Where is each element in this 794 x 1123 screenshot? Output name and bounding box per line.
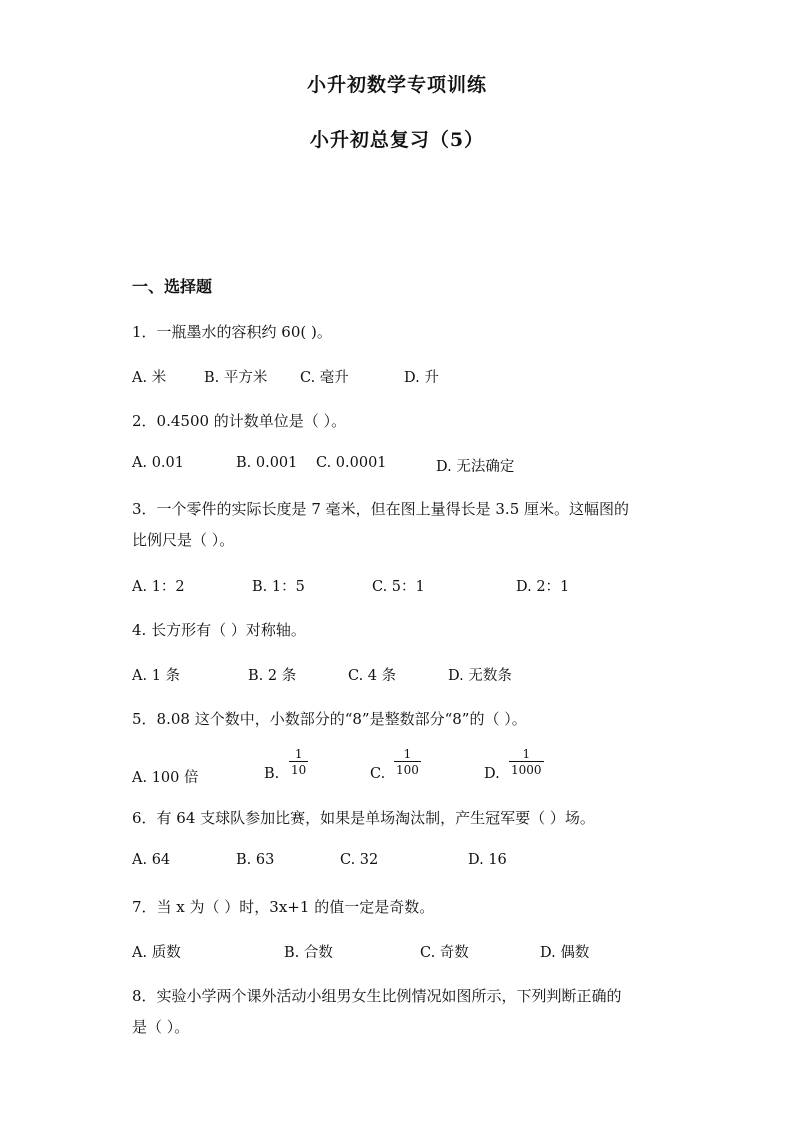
question-3-option-c: C. 5：1 xyxy=(372,579,425,595)
question-5-option-a: A. 100 倍 xyxy=(132,770,199,786)
question-6-option-c: C. 32 xyxy=(340,852,379,868)
document-subtitle: 小升初总复习（5） xyxy=(309,129,485,151)
question-7-option-a: A. 质数 xyxy=(132,945,181,961)
question-2-text: 2．0.4500 的计数单位是（ ）。 xyxy=(132,412,347,430)
question-3-text-line-2: 比例尺是（ ）。 xyxy=(132,531,235,549)
fraction-numerator: 1 xyxy=(522,747,531,761)
question-7-option-b: B. 合数 xyxy=(284,945,333,961)
question-2-option-c: C. 0.0001 xyxy=(316,455,387,471)
question-5-option-d-fraction xyxy=(509,747,544,777)
question-6-option-d: D. 16 xyxy=(468,852,507,868)
question-7-option-d: D. 偶数 xyxy=(540,945,590,961)
fraction-denominator: 10 xyxy=(291,763,307,777)
question-5-option-b-fraction xyxy=(289,747,308,777)
question-3-text-line-1: 3．一个零件的实际长度是 7 毫米，但在图上量得长是 3.5 厘米。这幅图的 xyxy=(132,500,630,518)
question-4-option-c: C. 4 条 xyxy=(348,668,397,684)
question-6-option-a: A. 64 xyxy=(132,852,171,868)
section-heading: 一、选择题 xyxy=(132,277,213,296)
question-3-option-a: A. 1：2 xyxy=(132,579,185,595)
fraction-denominator: 1000 xyxy=(511,763,542,777)
question-1-text: 1．一瓶墨水的容积约 60( )。 xyxy=(132,323,332,341)
question-1-option-c: C. 毫升 xyxy=(300,370,349,386)
question-1-option-d: D. 升 xyxy=(404,370,439,386)
question-1-option-b: B. 平方米 xyxy=(204,370,268,386)
question-6-text: 6．有 64 支球队参加比赛，如果是单场淘汰制，产生冠军要（ ）场。 xyxy=(132,809,595,827)
question-7-option-c: C. 奇数 xyxy=(420,945,469,961)
question-4-option-a: A. 1 条 xyxy=(132,668,181,684)
question-6-option-b: B. 63 xyxy=(236,852,275,868)
question-2-option-b: B. 0.001 xyxy=(236,455,298,471)
question-2-option-d: D. 无法确定 xyxy=(436,459,515,475)
question-5-option-b: B. xyxy=(264,766,280,782)
question-5-option-d: D. xyxy=(484,766,500,782)
question-7-text: 7．当 x 为（ ）时，3x+1 的值一定是奇数。 xyxy=(132,898,435,916)
question-4-text: 4. 长方形有（ ）对称轴。 xyxy=(132,621,306,639)
question-5-option-c: C. xyxy=(370,766,386,782)
question-3-option-d: D. 2：1 xyxy=(516,579,570,595)
fraction-numerator: 1 xyxy=(403,747,412,761)
question-5-option-c-fraction xyxy=(394,747,421,777)
question-1-option-a: A. 米 xyxy=(132,370,167,386)
question-8-text-line-2: 是（ ）。 xyxy=(132,1018,190,1036)
question-4-option-d: D. 无数条 xyxy=(448,668,512,684)
fraction-denominator: 100 xyxy=(396,763,419,777)
fraction-numerator: 1 xyxy=(294,747,303,761)
question-4-option-b: B. 2 条 xyxy=(248,668,297,684)
question-3-option-b: B. 1：5 xyxy=(252,579,305,595)
question-5-text: 5．8.08 这个数中，小数部分的“8”是整数部分“8”的（ ）。 xyxy=(132,710,527,728)
document-title: 小升初数学专项训练 xyxy=(306,74,487,96)
question-2-option-a: A. 0.01 xyxy=(132,455,184,471)
question-8-text-line-1: 8．实验小学两个课外活动小组男女生比例情况如图所示，下列判断正确的 xyxy=(132,987,622,1005)
